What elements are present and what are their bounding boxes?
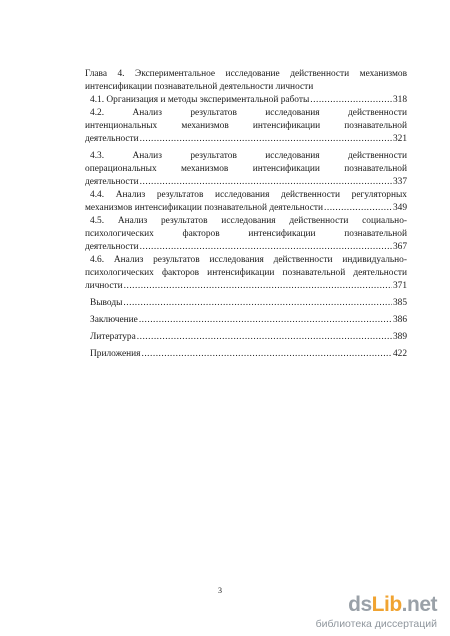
toc-entry-text: Литература bbox=[90, 332, 136, 342]
toc-entry-4-3-line-1: 4.3. Анализ результатов исследования действенности bbox=[90, 151, 407, 161]
toc-entry-4-3-line-3 bbox=[85, 176, 407, 189]
toc-entry-4-5-line-3 bbox=[85, 241, 407, 254]
toc-entry-literature bbox=[85, 331, 407, 344]
toc-entry-text: механизмов интенсификации познавательной деятельности bbox=[85, 203, 323, 213]
toc-entry-4-6-line-1: 4.6. Анализ результатов исследования действенности индивидуально- bbox=[90, 255, 407, 265]
toc-entry-text: личности bbox=[85, 281, 123, 291]
toc-entry-page: 422 bbox=[392, 349, 407, 359]
dslib-logo-wordmark: dsLib.net bbox=[348, 593, 437, 616]
toc-entry-text: деятельности bbox=[85, 177, 139, 187]
dslib-logo-subtitle: библиотека диссертаций bbox=[315, 618, 437, 630]
toc-entry-page: 349 bbox=[392, 203, 407, 213]
table-of-contents bbox=[85, 68, 407, 361]
toc-entry-4-3-line-2: операциональных механизмов интенсификации познавательной bbox=[85, 164, 407, 174]
toc-entry-4-5-line-1: 4.5. Анализ результатов исследования действенности социально- bbox=[90, 216, 407, 226]
toc-entry-4-1 bbox=[85, 94, 407, 107]
toc-entry-appendix bbox=[85, 348, 407, 361]
toc-entry-page: 389 bbox=[392, 332, 407, 342]
dot-leader bbox=[139, 314, 392, 327]
dot-leader bbox=[141, 348, 391, 361]
toc-entry-page: 367 bbox=[392, 242, 407, 252]
toc-entry-page: 385 bbox=[392, 298, 407, 308]
toc-entry-4-4-line-1: 4.4. Анализ результатов исследования действенности регуляторных bbox=[90, 190, 407, 200]
toc-entry-page: 371 bbox=[392, 281, 407, 291]
toc-entry-4-2-line-2: интенциональных механизмов интенсификации познавательной bbox=[85, 121, 407, 131]
dot-leader bbox=[310, 94, 392, 107]
dot-leader bbox=[124, 280, 392, 293]
dot-leader bbox=[137, 331, 392, 344]
toc-entry-text: Приложения bbox=[90, 349, 141, 359]
toc-entry-page: 386 bbox=[392, 315, 407, 325]
toc-entry-text: Выводы bbox=[90, 298, 123, 308]
chapter-4-title-line-2: интенсификации познавательной деятельности личности bbox=[85, 82, 314, 92]
toc-entry-4-6-line-2: психологических факторов интенсификации познавательной деятельности bbox=[85, 268, 407, 278]
toc-entry-conclusions bbox=[85, 297, 407, 310]
toc-entry-text: деятельности bbox=[85, 242, 139, 252]
toc-entry-text: деятельности bbox=[85, 134, 139, 144]
toc-entry-page: 321 bbox=[392, 134, 407, 144]
toc-entry-4-5-line-2: психологических факторов интенсификации познавательной bbox=[85, 229, 407, 239]
page-number: 3 bbox=[218, 586, 222, 595]
dot-leader bbox=[123, 297, 392, 310]
toc-entry-4-2-line-1: 4.2. Анализ результатов исследования действенности bbox=[90, 108, 407, 118]
toc-entry-text: 4.1. Организация и методы экспериментальной работы bbox=[90, 95, 310, 105]
dot-leader bbox=[324, 202, 392, 215]
toc-entry-page: 318 bbox=[392, 95, 407, 105]
dot-leader bbox=[140, 133, 392, 146]
toc-entry-text: Заключение bbox=[90, 315, 138, 325]
toc-entry-4-6-line-3 bbox=[85, 280, 407, 293]
chapter-4-title-line-1: Глава 4. Экспериментальное исследование действенности механизмов bbox=[85, 69, 407, 79]
toc-entry-4-2-line-3 bbox=[85, 133, 407, 146]
dot-leader bbox=[140, 241, 392, 254]
toc-entry-summary bbox=[85, 314, 407, 327]
toc-entry-4-4-line-2 bbox=[85, 202, 407, 215]
dslib-watermark-logo[interactable] bbox=[290, 593, 445, 631]
dot-leader bbox=[140, 176, 392, 189]
toc-entry-page: 337 bbox=[392, 177, 407, 187]
